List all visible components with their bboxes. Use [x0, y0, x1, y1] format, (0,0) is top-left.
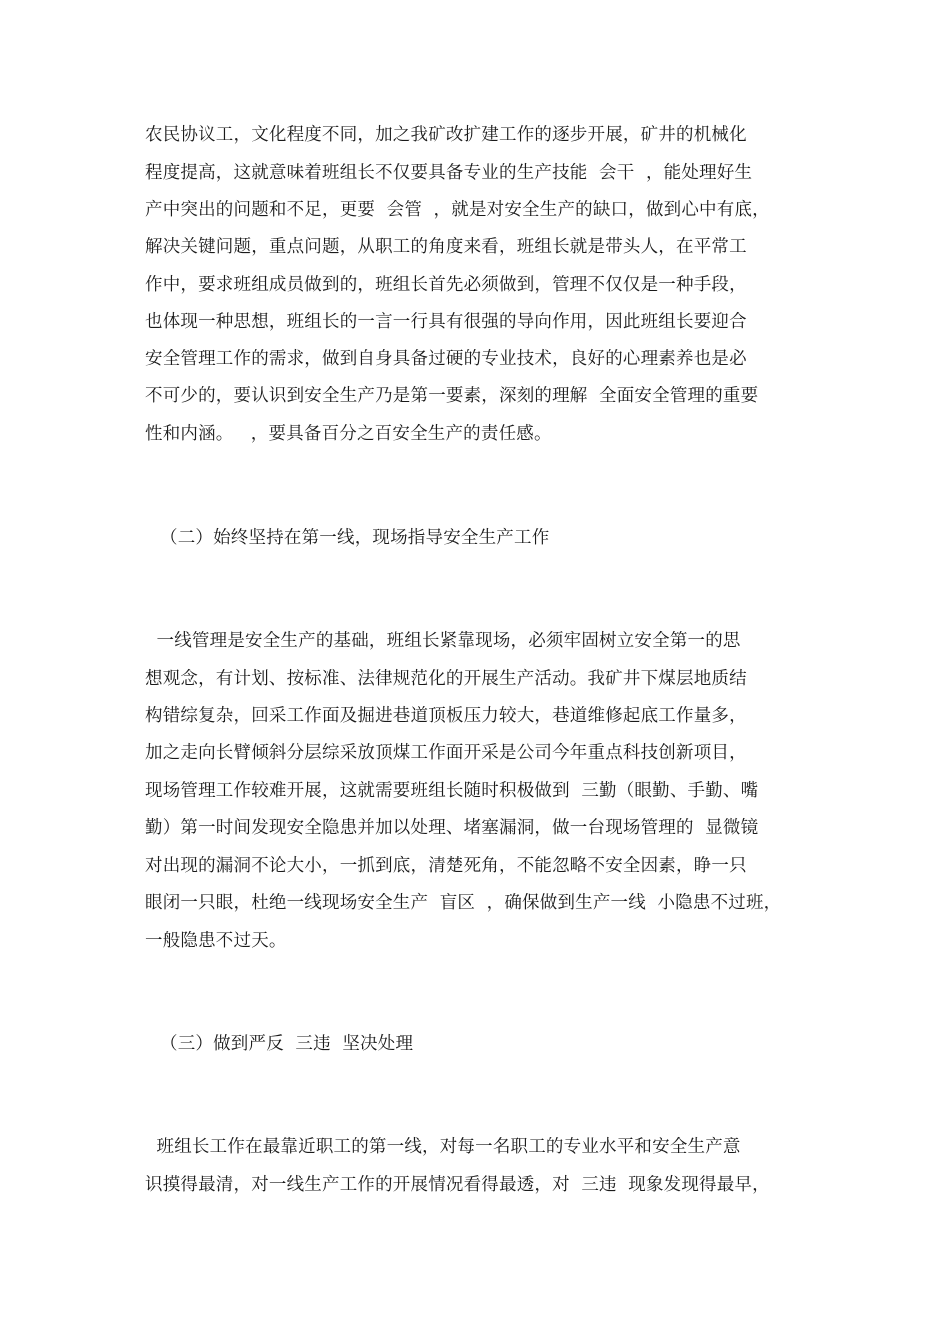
- paragraph1-line: 农民协议工，文化程度不同，加之我矿改扩建工作的逐步开展，矿井的机械化: [145, 125, 747, 145]
- paragraph2-line: 勤）第一时间发现安全隐患并加以处理、堵塞漏洞，做一台现场管理的 显微镜: [145, 818, 759, 838]
- paragraph1-line: 安全管理工作的需求，做到自身具备过硬的专业技术，良好的心理素养也是必: [145, 349, 747, 369]
- paragraph3-line: 识摸得最清，对一线生产工作的开展情况看得最透，对 三违 现象发现得最早，: [145, 1175, 770, 1195]
- paragraph1-line: 不可少的，要认识到安全生产乃是第一要素，深刻的理解 全面安全管理的重要: [145, 386, 759, 406]
- paragraph3-line: 班组长工作在最靠近职工的第一线，对每一名职工的专业水平和安全生产意: [145, 1137, 741, 1157]
- paragraph2-line: 构错综复杂，回采工作面及掘进巷道顶板压力较大，巷道维修起底工作量多，: [145, 706, 747, 726]
- section-heading: （三）做到严反 三违 坚决处理: [160, 1034, 414, 1054]
- paragraph1-line: 作中，要求班组成员做到的，班组长首先必须做到，管理不仅仅是一种手段，: [145, 275, 747, 295]
- paragraph1-line: 程度提高，这就意味着班组长不仅要具备专业的生产技能 会干 ，能处理好生: [145, 163, 753, 183]
- paragraph2-line: 一般隐患不过天。: [145, 931, 287, 951]
- paragraph2-line: 想观念，有计划、按标准、法律规范化的开展生产活动。我矿井下煤层地质结: [145, 669, 747, 689]
- paragraph1-line: 产中突出的问题和不足，更要 会管 ，就是对安全生产的缺口，做到心中有底，: [145, 200, 770, 220]
- paragraph1-line: 性和内涵。 ，要具备百分之百安全生产的责任感。: [145, 424, 552, 444]
- paragraph2-line: 对出现的漏洞不论大小，一抓到底，清楚死角，不能忽略不安全因素，睁一只: [145, 856, 747, 876]
- paragraph1-line: 解决关键问题，重点问题，从职工的角度来看，班组长就是带头人，在平常工: [145, 237, 747, 257]
- paragraph2-line: 加之走向长臂倾斜分层综采放顶煤工作面开采是公司今年重点科技创新项目，: [145, 743, 747, 763]
- paragraph2-line: 眼闭一只眼，杜绝一线现场安全生产 盲区 ，确保做到生产一线 小隐患不过班，: [145, 893, 782, 913]
- section-heading: （二）始终坚持在第一线，现场指导安全生产工作: [160, 528, 550, 548]
- paragraph2-line: 一线管理是安全生产的基础，班组长紧靠现场，必须牢固树立安全第一的思: [145, 631, 741, 651]
- paragraph1-line: 也体现一种思想，班组长的一言一行具有很强的导向作用，因此班组长要迎合: [145, 312, 747, 332]
- paragraph2-line: 现场管理工作较难开展，这就需要班组长随时积极做到 三勤（眼勤、手勤、嘴: [145, 781, 759, 801]
